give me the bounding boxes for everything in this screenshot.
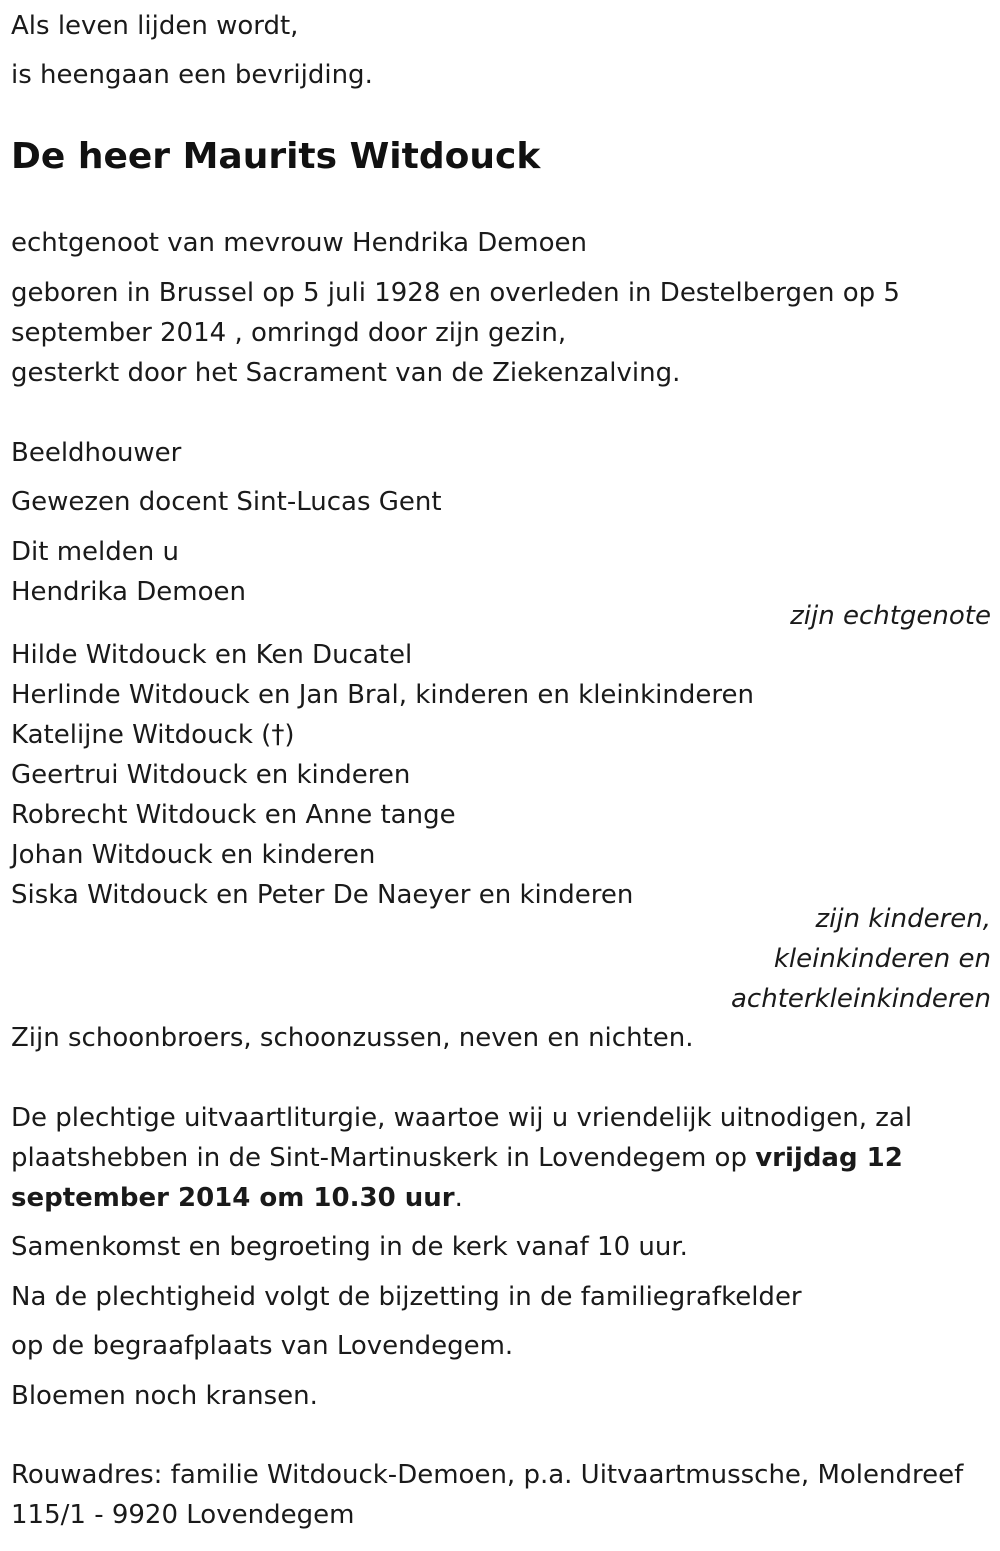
spouse-name: Hendrika Demoen: [11, 577, 246, 607]
child-3: Katelijne Witdouck (†): [11, 720, 295, 750]
profession: Beeldhouwer: [11, 438, 182, 468]
liturgy-date-bold: vrijdag 12: [755, 1143, 903, 1173]
children-relation-1: zijn kinderen,: [815, 904, 991, 934]
life-line-3: gesterkt door het Sacrament van de Ziekenzalving.: [11, 358, 681, 388]
spouse-line: echtgenoot van mevrouw Hendrika Demoen: [11, 228, 587, 258]
spouse-relation: zijn echtgenote: [790, 601, 991, 631]
children-relation-3: achterkleinkinderen: [731, 984, 991, 1014]
liturgy-line-2-text: plaatshebben in de Sint-Martinuskerk in Lovendegem op: [11, 1143, 756, 1173]
address-line-2: 115/1 - 9920 Lovendegem: [11, 1500, 355, 1530]
flowers-line: Bloemen noch kransen.: [11, 1381, 318, 1411]
child-2: Herlinde Witdouck en Jan Bral, kinderen en kleinkinderen: [11, 680, 754, 710]
life-line-2: september 2014 , omringd door zijn gezin,: [11, 318, 567, 348]
deceased-name-heading: De heer Maurits Witdouck: [11, 136, 541, 177]
children-relation-2: kleinkinderen en: [773, 944, 991, 974]
liturgy-line-3-end: .: [454, 1183, 463, 1213]
child-7: Siska Witdouck en Peter De Naeyer en kinderen: [11, 880, 634, 910]
intro-line-2: is heengaan een bevrijding.: [11, 60, 373, 90]
life-line-1: geboren in Brussel op 5 juli 1928 en overleden in Destelbergen op 5: [11, 278, 900, 308]
liturgy-line-2: [11, 1138, 903, 1178]
liturgy-line-1: De plechtige uitvaartliturgie, waartoe wij u vriendelijk uitnodigen, zal: [11, 1103, 913, 1133]
liturgy-time-bold: september 2014 om 10.30 uur: [11, 1183, 455, 1213]
gathering-line: Samenkomst en begroeting in de kerk vanaf 10 uur.: [11, 1232, 688, 1262]
announce-line: Dit melden u: [11, 537, 179, 567]
child-6: Johan Witdouck en kinderen: [11, 840, 376, 870]
child-5: Robrecht Witdouck en Anne tange: [11, 800, 456, 830]
intro-line-1: Als leven lijden wordt,: [11, 11, 299, 41]
in-laws-line: Zijn schoonbroers, schoonzussen, neven en nichten.: [11, 1023, 694, 1053]
burial-line-2: op de begraafplaats van Lovendegem.: [11, 1331, 514, 1361]
former-role: Gewezen docent Sint-Lucas Gent: [11, 487, 442, 517]
child-1: Hilde Witdouck en Ken Ducatel: [11, 640, 413, 670]
child-4: Geertrui Witdouck en kinderen: [11, 760, 411, 790]
address-line-1: Rouwadres: familie Witdouck-Demoen, p.a. Uitvaartmussche, Molendreef: [11, 1460, 964, 1490]
liturgy-line-3: [11, 1178, 463, 1218]
burial-line-1: Na de plechtigheid volgt de bijzetting in de familiegrafkelder: [11, 1282, 802, 1312]
